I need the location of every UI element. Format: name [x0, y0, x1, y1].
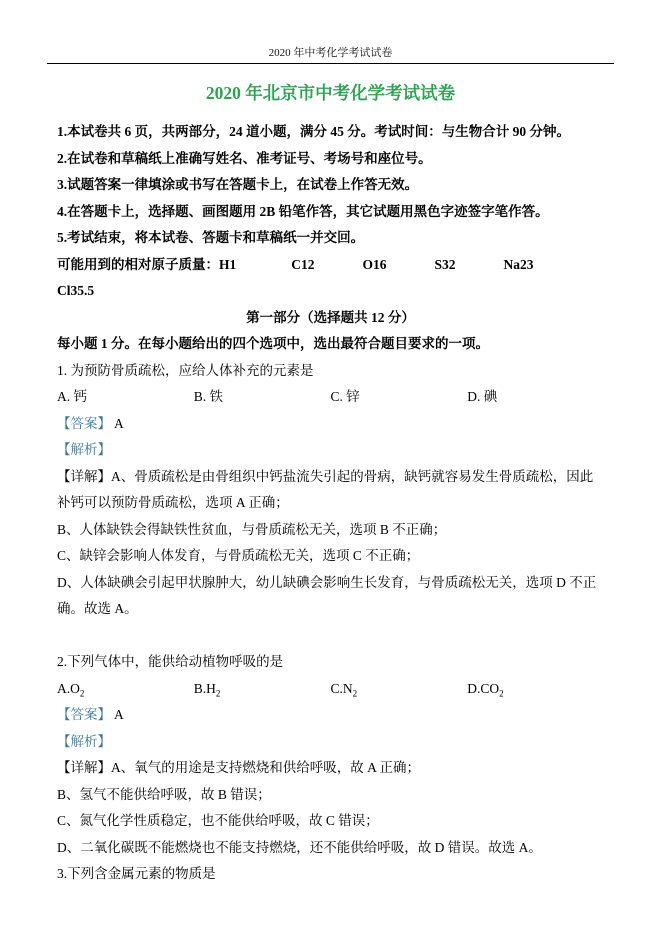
answer-label: 【答案】	[57, 415, 111, 431]
question-1-detail-line: 【详解】A、骨质疏松是由骨组织中钙盐流失引起的骨病，缺钙就容易发生骨质疏松，因此补钙可以预防骨质疏松，选项 A 正确；	[57, 468, 594, 510]
option-text: B. 铁	[193, 389, 224, 404]
atomic-mass-overflow: Cl35.5	[57, 283, 95, 298]
document-body	[57, 119, 604, 888]
atomic-mass-c: C12	[291, 256, 315, 272]
answer-label: 【答案】	[57, 707, 111, 722]
option-subscript: 2	[499, 688, 504, 699]
notice-line-3: 3.试题答案一律填涂或书写在答题卡上，在试卷上作答无效。	[57, 177, 419, 192]
atomic-mass-label: 可能用到的相对原子质量：	[57, 256, 219, 272]
question-1-detail-line: C、缺锌会影响人体发育，与骨质疏松无关，选项 C 不正确；	[57, 548, 420, 563]
option-text: A.O	[57, 680, 80, 696]
question-1-answer-line	[57, 411, 604, 438]
atomic-mass-na: Na23	[503, 256, 534, 272]
question-1-detail-line: D、人体缺碘会引起甲状腺肿大，幼儿缺碘会影响生长发育，与骨质疏松无关，选项 D 不正确。故选 A。	[57, 574, 597, 616]
answer-value: A	[114, 707, 124, 722]
option-subscript: 2	[215, 688, 221, 699]
question-1-option-b	[194, 384, 331, 411]
question-2-options-row	[57, 676, 604, 703]
atomic-mass-s: S32	[434, 256, 456, 272]
section-instruction: 每小题 1 分。在每小题给出的四个选项中，选出最符合题目要求的一项。	[57, 336, 489, 351]
question-2-detail-line: 【详解】A、氧气的用途是支持燃烧和供给呼吸，故 A 正确；	[57, 760, 421, 775]
blank-line	[57, 623, 604, 650]
atomic-mass-h: H1	[219, 256, 237, 272]
option-text: B.H	[193, 680, 216, 696]
question-1-option-a	[57, 384, 194, 411]
question-2-stem: 2.下列气体中，能供给动植物呼吸的是	[57, 654, 284, 669]
option-subscript: 2	[352, 688, 358, 699]
option-text: C.N	[330, 680, 353, 696]
question-2-analysis-label: 【解析】	[57, 733, 111, 749]
atomic-mass-o: O16	[362, 256, 387, 272]
question-2-option-d	[467, 676, 604, 703]
question-3-stem: 3.下列含金属元素的物质是	[57, 866, 216, 881]
question-2-option-b	[194, 676, 331, 703]
option-text: A. 钙	[57, 389, 87, 404]
notice-line-2: 2.在试卷和草稿纸上准确写姓名、准考证号、考场号和座位号。	[57, 150, 432, 166]
header-divider	[47, 63, 614, 64]
option-text: C. 锌	[330, 389, 360, 404]
notice-line-5: 5.考试结束，将本试卷、答题卡和草稿纸一并交回。	[57, 230, 365, 245]
option-text: D. 碘	[467, 389, 498, 404]
question-1-option-d	[467, 384, 604, 411]
question-2-detail-line: C、氮气化学性质稳定，也不能供给呼吸，故 C 错误；	[57, 813, 379, 828]
answer-value: A	[114, 415, 124, 431]
option-text: D.CO	[467, 680, 500, 696]
question-2-answer-line	[57, 702, 604, 729]
question-2-detail-line: B、氢气不能供给呼吸，故 B 错误；	[57, 786, 271, 802]
question-2-option-c	[331, 676, 468, 703]
question-2-option-a	[57, 676, 194, 703]
option-subscript: 2	[79, 688, 85, 699]
document-title: 2020 年北京市中考化学考试试卷	[205, 83, 456, 103]
question-2-detail-line: D、二氧化碳既不能燃烧也不能支持燃烧，还不能供给呼吸，故 D 错误。故选 A。	[57, 839, 542, 855]
question-1-analysis-label: 【解析】	[57, 442, 111, 457]
atomic-mass-line	[57, 252, 604, 279]
question-1-detail-line: B、人体缺铁会得缺铁性贫血，与骨质疏松无关，选项 B 不正确；	[57, 521, 447, 537]
section-heading: 第一部分（选择题共 12 分）	[246, 309, 415, 325]
question-1-options-row	[57, 384, 604, 411]
notice-line-1: 1.本试卷共 6 页，共两部分，24 道小题，满分 45 分。考试时间：与生物合计 90 分钟。	[57, 124, 570, 139]
question-1-option-c	[331, 384, 468, 411]
question-1-stem: 1. 为预防骨质疏松，应给人体补充的元素是	[57, 362, 314, 378]
running-header: 2020 年中考化学考试试卷	[268, 47, 393, 59]
notice-line-4: 4.在答题卡上，选择题、画图题用 2B 铅笔作答，其它试题用黑色字迹签字笔作答。	[57, 203, 549, 219]
